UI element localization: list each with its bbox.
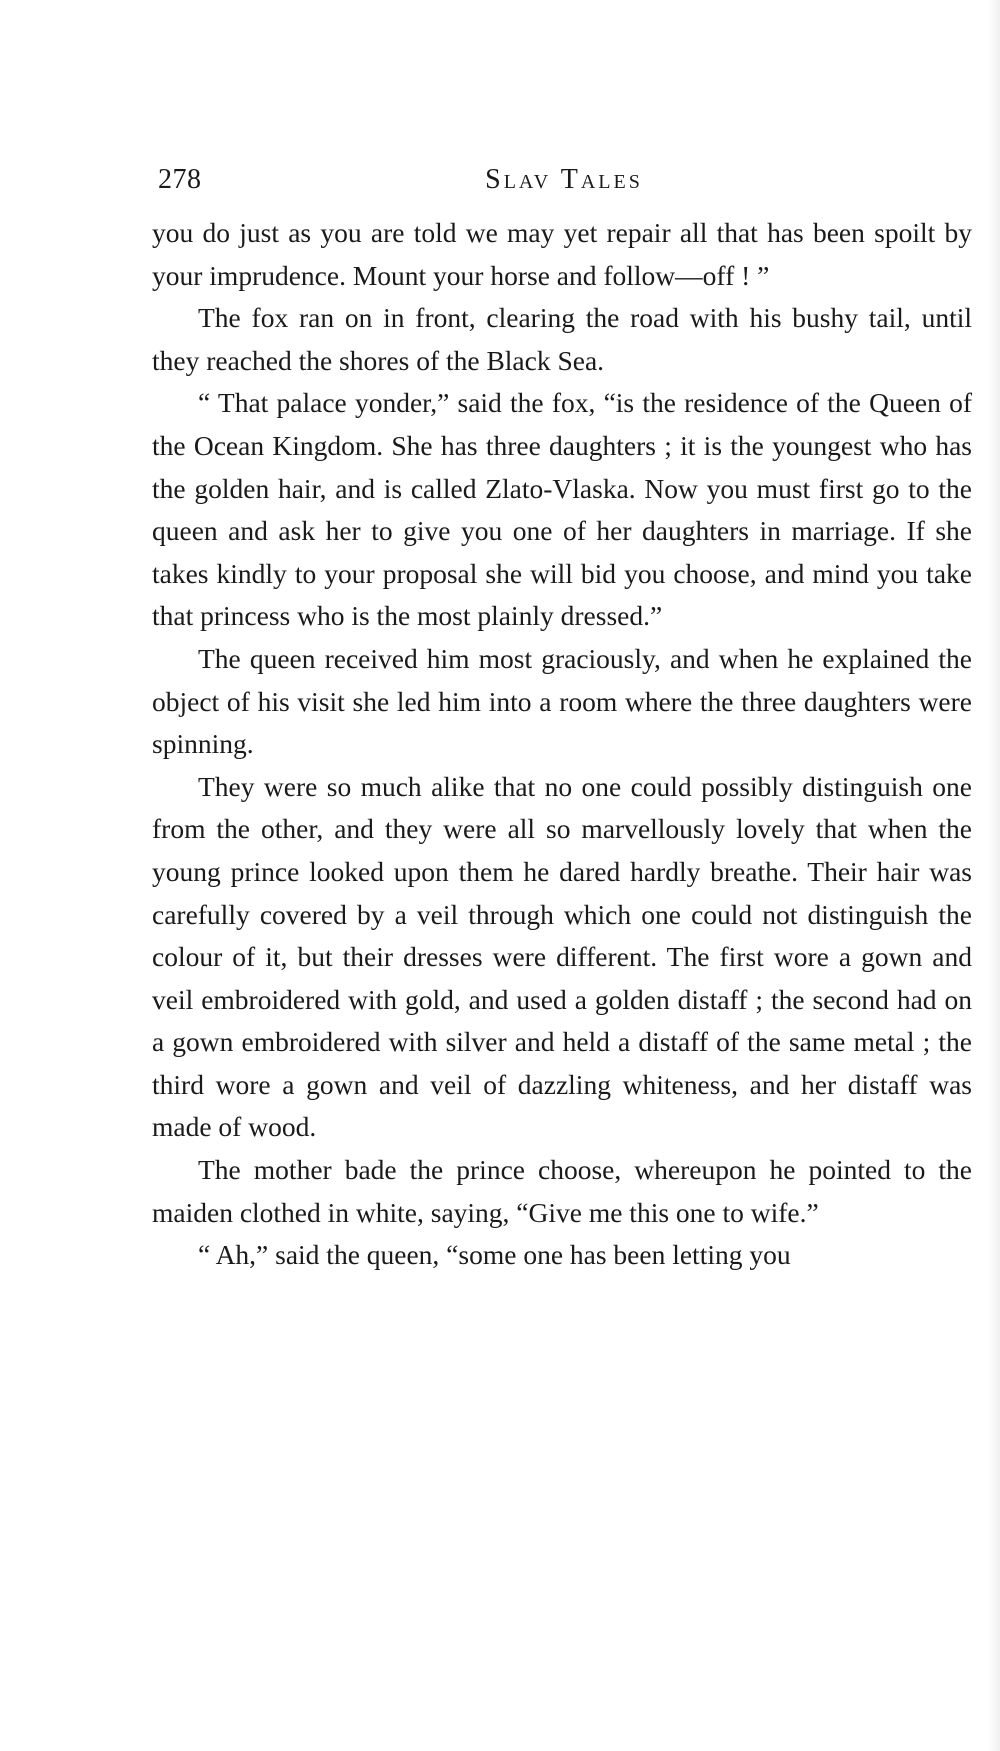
- paragraph: The fox ran on in front, clearing the road with his bushy tail, until they reached the shores of the Black Sea.: [152, 302, 972, 376]
- paragraph: They were so much alike that no one could possibly distinguish one from the other, and they were all so marvellously lovely that when the young prince looked upon them he dared hardly breathe. Their hair was carefully covered by a veil through which one could not distinguish the colour of it, but their dresses were different. The first wore a gown and veil embroidered with gold, and used a golden distaff ; the second had on a gown embroidered with silver and held a distaff of the same metal ; the third wore a gown and veil of dazzling whiteness, and her distaff was made of wood.: [152, 770, 972, 1143]
- running-head: [158, 160, 970, 200]
- body-text: [152, 212, 972, 1277]
- running-title: Slav Tales: [485, 164, 643, 195]
- paragraph: “ Ah,” said the queen, “some one has been letting you: [198, 1239, 791, 1271]
- paragraph: The mother bade the prince choose, whereupon he pointed to the maiden clothed in white, saying, “Give me this one to wife.”: [152, 1154, 972, 1228]
- paragraph: you do just as you are told we may yet repair all that has been spoilt by your imprudence. Mount your horse and follow—off ! ”: [152, 217, 972, 291]
- paragraph: The queen received him most graciously, and when he explained the object of his visit she led him into a room where the three daughters were spinning.: [152, 642, 972, 760]
- page-edge-shadow: [988, 0, 1000, 1751]
- page-number: 278: [158, 164, 202, 195]
- paragraph: “ That palace yonder,” said the fox, “is the residence of the Queen of the Ocean Kingdom. She has three daughters ; it is the youngest who has the golden hair, and is called Zlato-Vlaska. Now you must first go to the queen and ask her to give you one of her daughters in marriage. If she takes kindly to your proposal she will bid you choose, and mind you take that princess who is the most plainly dressed.”: [152, 387, 972, 632]
